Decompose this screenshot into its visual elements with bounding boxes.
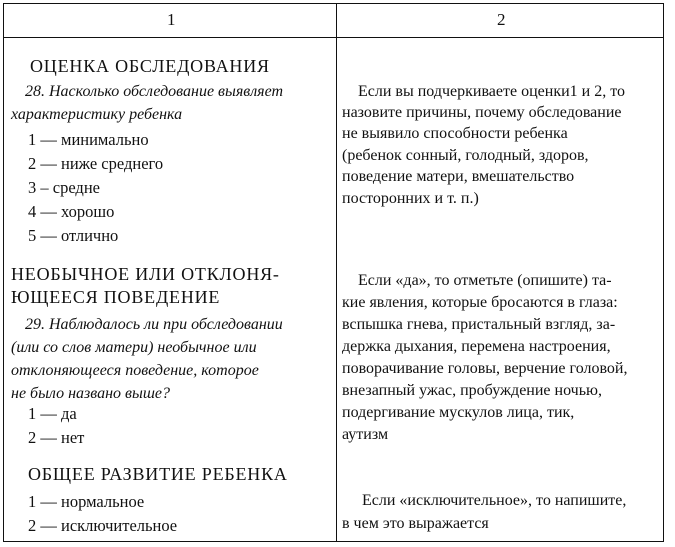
option-yes: 1 — да xyxy=(28,404,77,423)
header-divider xyxy=(4,37,663,38)
note-2-line-2: кие явления, которые бросаются в глаза: xyxy=(342,294,618,311)
option-4-good: 4 — хорошо xyxy=(28,202,115,221)
option-2-below-average: 2 — ниже среднего xyxy=(28,154,164,173)
column-header-1: 1 xyxy=(167,10,176,29)
column-divider xyxy=(336,4,337,541)
note-3-line-1: Если «исключительное», то напишите, xyxy=(362,492,627,509)
note-3-line-2: в чем это выражается xyxy=(342,515,489,532)
question-28-line-1: 28. Насколько обследование выявляет xyxy=(25,83,284,100)
section-title-unusual-line-2: ЮЩЕЕСЯ ПОВЕДЕНИЕ xyxy=(11,287,221,307)
question-29-line-2: (или со слов матери) необычное или xyxy=(11,339,257,356)
question-29-line-3: отклоняющееся поведение, которое xyxy=(11,362,259,379)
question-29-line-4: не было названо выше? xyxy=(11,385,171,402)
note-2-line-3: вспышка гнева, пристальный взгляд, за- xyxy=(342,316,616,333)
question-29-line-1: 29. Наблюдалось ли при обследовании xyxy=(25,316,283,333)
option-5-excellent: 5 — отлично xyxy=(28,226,119,245)
note-2-line-4: держка дыхания, перемена настроения, xyxy=(342,338,611,355)
note-2-line-1: Если «да», то отметьте (опишите) та- xyxy=(358,272,612,289)
note-1-line-1: Если вы подчеркиваете оценки1 и 2, то xyxy=(358,83,625,100)
note-1-line-2: назовите причины, почему обследование xyxy=(342,104,622,121)
option-3-average: 3 – средне xyxy=(28,178,100,197)
note-2-line-7: подергивание мускулов лица, тик, xyxy=(342,404,575,421)
option-no: 2 — нет xyxy=(28,428,85,447)
section-title-development: ОБЩЕЕ РАЗВИТИЕ РЕБЕНКА xyxy=(28,464,288,484)
note-2-line-8: аутизм xyxy=(342,426,389,443)
note-1-line-5: поведение матери, вмешательство xyxy=(342,168,575,185)
section-title-unusual-line-1: НЕОБЫЧНОЕ ИЛИ ОТКЛОНЯ- xyxy=(11,264,280,284)
note-2-line-5: поворачивание головы, верчение головой, xyxy=(342,360,628,377)
column-header-2: 2 xyxy=(497,10,506,29)
option-1-minimal: 1 — минимально xyxy=(28,130,149,149)
question-28-line-2: характеристику ребенка xyxy=(11,106,183,123)
option-normal: 1 — нормальное xyxy=(28,492,145,511)
section-title-assessment: ОЦЕНКА ОБСЛЕДОВАНИЯ xyxy=(30,56,270,76)
note-1-line-3: не выявило способности ребенка xyxy=(342,125,568,142)
note-2-line-6: внезапный ужас, пробуждение ночью, xyxy=(342,382,602,399)
note-1-line-4: (ребенок сонный, голодный, здоров, xyxy=(342,147,589,164)
option-exceptional: 2 — исключительное xyxy=(28,516,178,535)
note-1-line-6: посторонних и т. п.) xyxy=(342,190,479,207)
